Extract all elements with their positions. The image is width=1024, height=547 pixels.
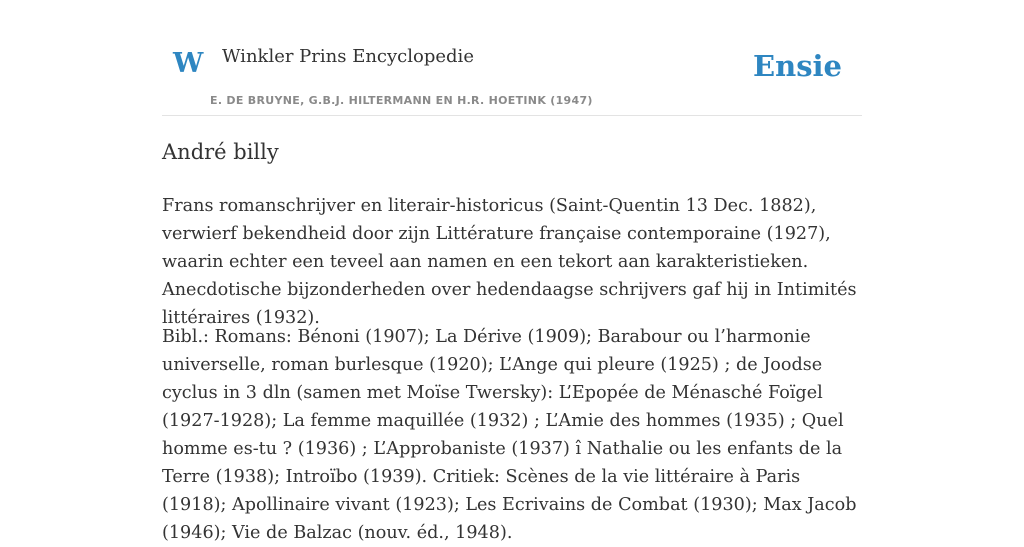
site-logo[interactable]: Ensie — [753, 49, 842, 83]
article-paragraph: Frans romanschrijver en literair-historicus (Saint-Quentin 13 Dec. 1882), verwierf bekendheid door zijn Littérature française contemporaine (1927), waarin echter een teveel aan namen en een tekort aan karakteristieken. Anecdotische bijzonderheden over hedendaagse schrijvers gaf hij in Intimités littéraires (1932). — [162, 196, 857, 328]
article-bibliography: Bibl.: Romans: Bénoni (1907); La Dérive (1909); Barabour ou l’harmonie universelle, roman burlesque (1920); L’Ange qui pleure (1925) ; de Joodse cyclus in 3 dln (samen met Moïse Twersky): L’Epopée de Ménasché Foïgel (1927-1928); La femme maquillée (1932) ; L’Amie des hommes (1935) ; Quel homme es-tu ? (1936) ; L’Approbaniste (1937) î Nathalie ou les enfants de la Terre (1938); Introïbo (1939). Critiek: Scènes de la vie littéraire à Paris (1918); Apollinaire vivant (1923); Les Ecrivains de Combat (1930); Max Jacob (1946); Vie de Balzac (nouv. éd., 1948). — [162, 327, 857, 543]
article-title: André billy — [162, 140, 279, 164]
publication-logo[interactable]: W — [173, 48, 204, 79]
publication-authors: E. DE BRUYNE, G.B.J. HILTERMANN EN H.R. HOETINK (1947) — [210, 94, 593, 107]
publication-title[interactable]: Winkler Prins Encyclopedie — [222, 46, 474, 67]
site-header — [162, 0, 862, 116]
page — [162, 0, 862, 543]
